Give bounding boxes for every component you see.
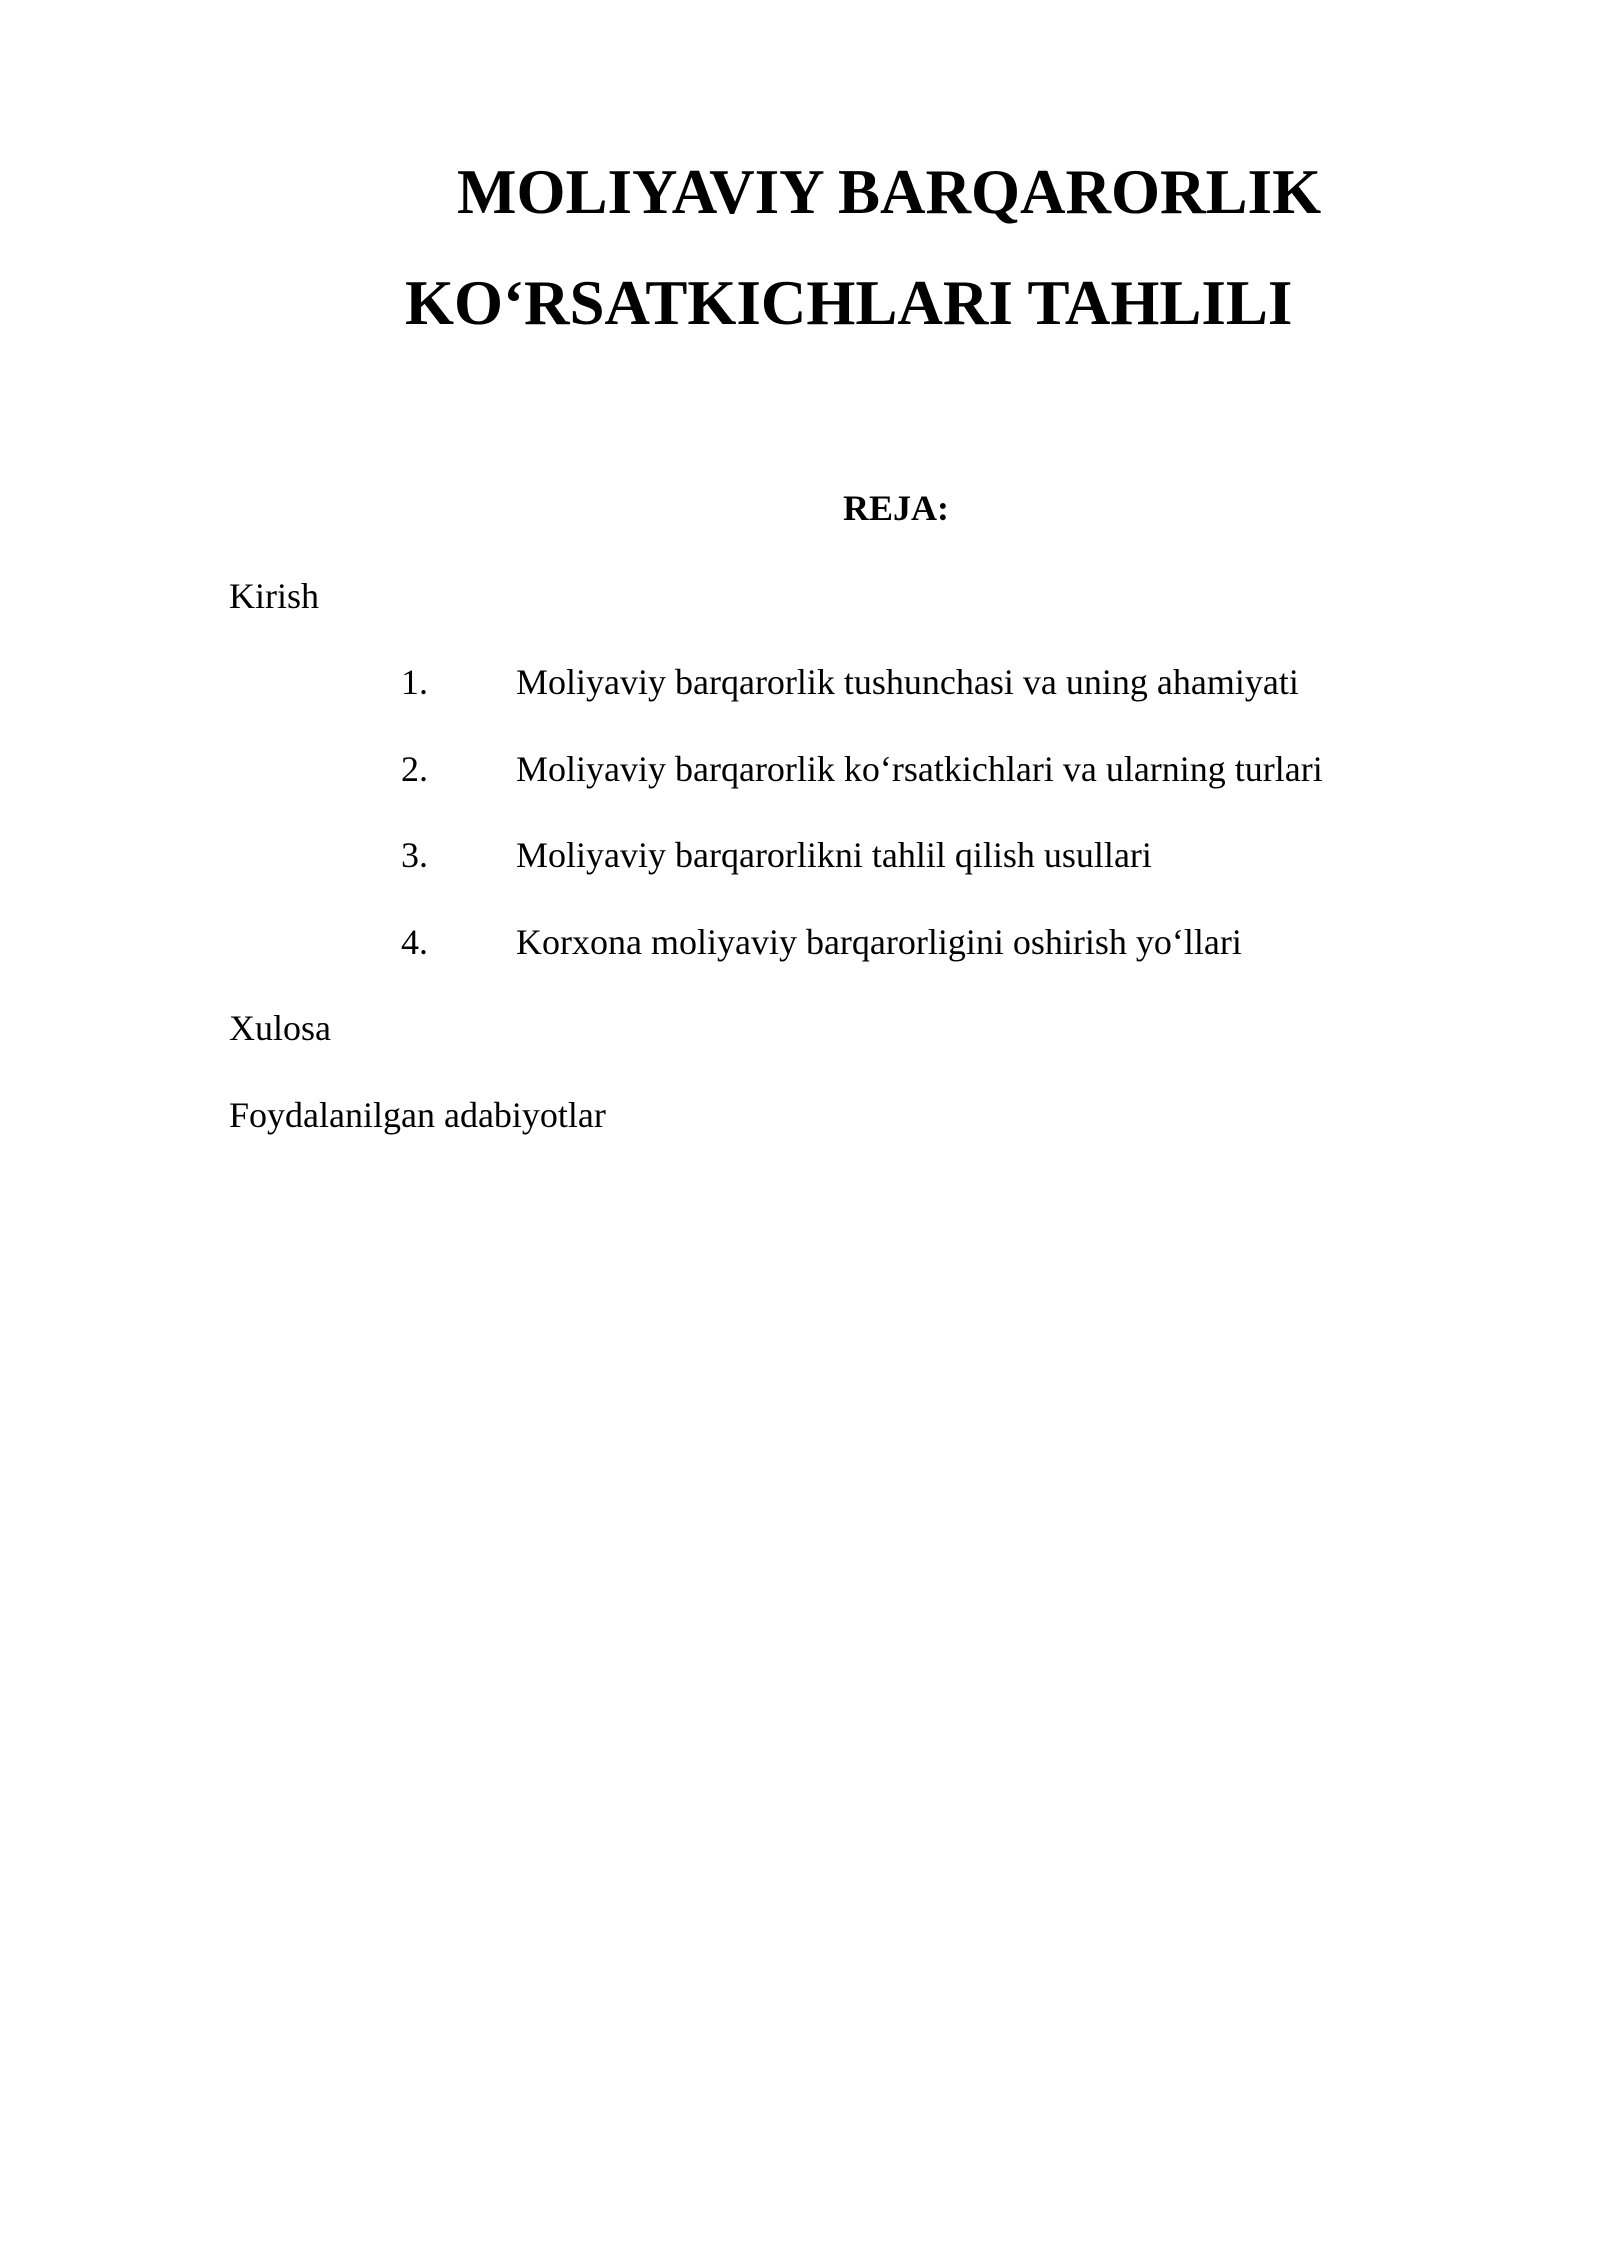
plan-item-text: Korxona moliyaviy barqarorligini oshirish yo‘llari <box>516 922 1242 962</box>
plan-references: Foydalanilgan adabiyotlar <box>229 1095 606 1135</box>
plan-item-text: Moliyaviy barqarorlikni tahlil qilish usullari <box>516 835 1152 875</box>
plan-item-number: 4. <box>401 922 428 962</box>
plan-conclusion: Xulosa <box>229 1008 331 1048</box>
plan-intro: Kirish <box>229 576 319 616</box>
plan-item-text: Moliyaviy barqarorlik ko‘rsatkichlari va ularning turlari <box>516 749 1323 789</box>
document-title-line-1: MOLIYAVIY BARQARORLIK <box>457 157 1322 227</box>
plan-item-number: 1. <box>401 662 428 702</box>
plan-heading: REJA: <box>843 488 949 528</box>
plan-item-text: Moliyaviy barqarorlik tushunchasi va uning ahamiyati <box>516 662 1299 702</box>
plan-item-number: 3. <box>401 835 428 875</box>
plan-item-number: 2. <box>401 749 428 789</box>
document-title-line-2: KO‘RSATKICHLARI TAHLILI <box>405 268 1293 338</box>
